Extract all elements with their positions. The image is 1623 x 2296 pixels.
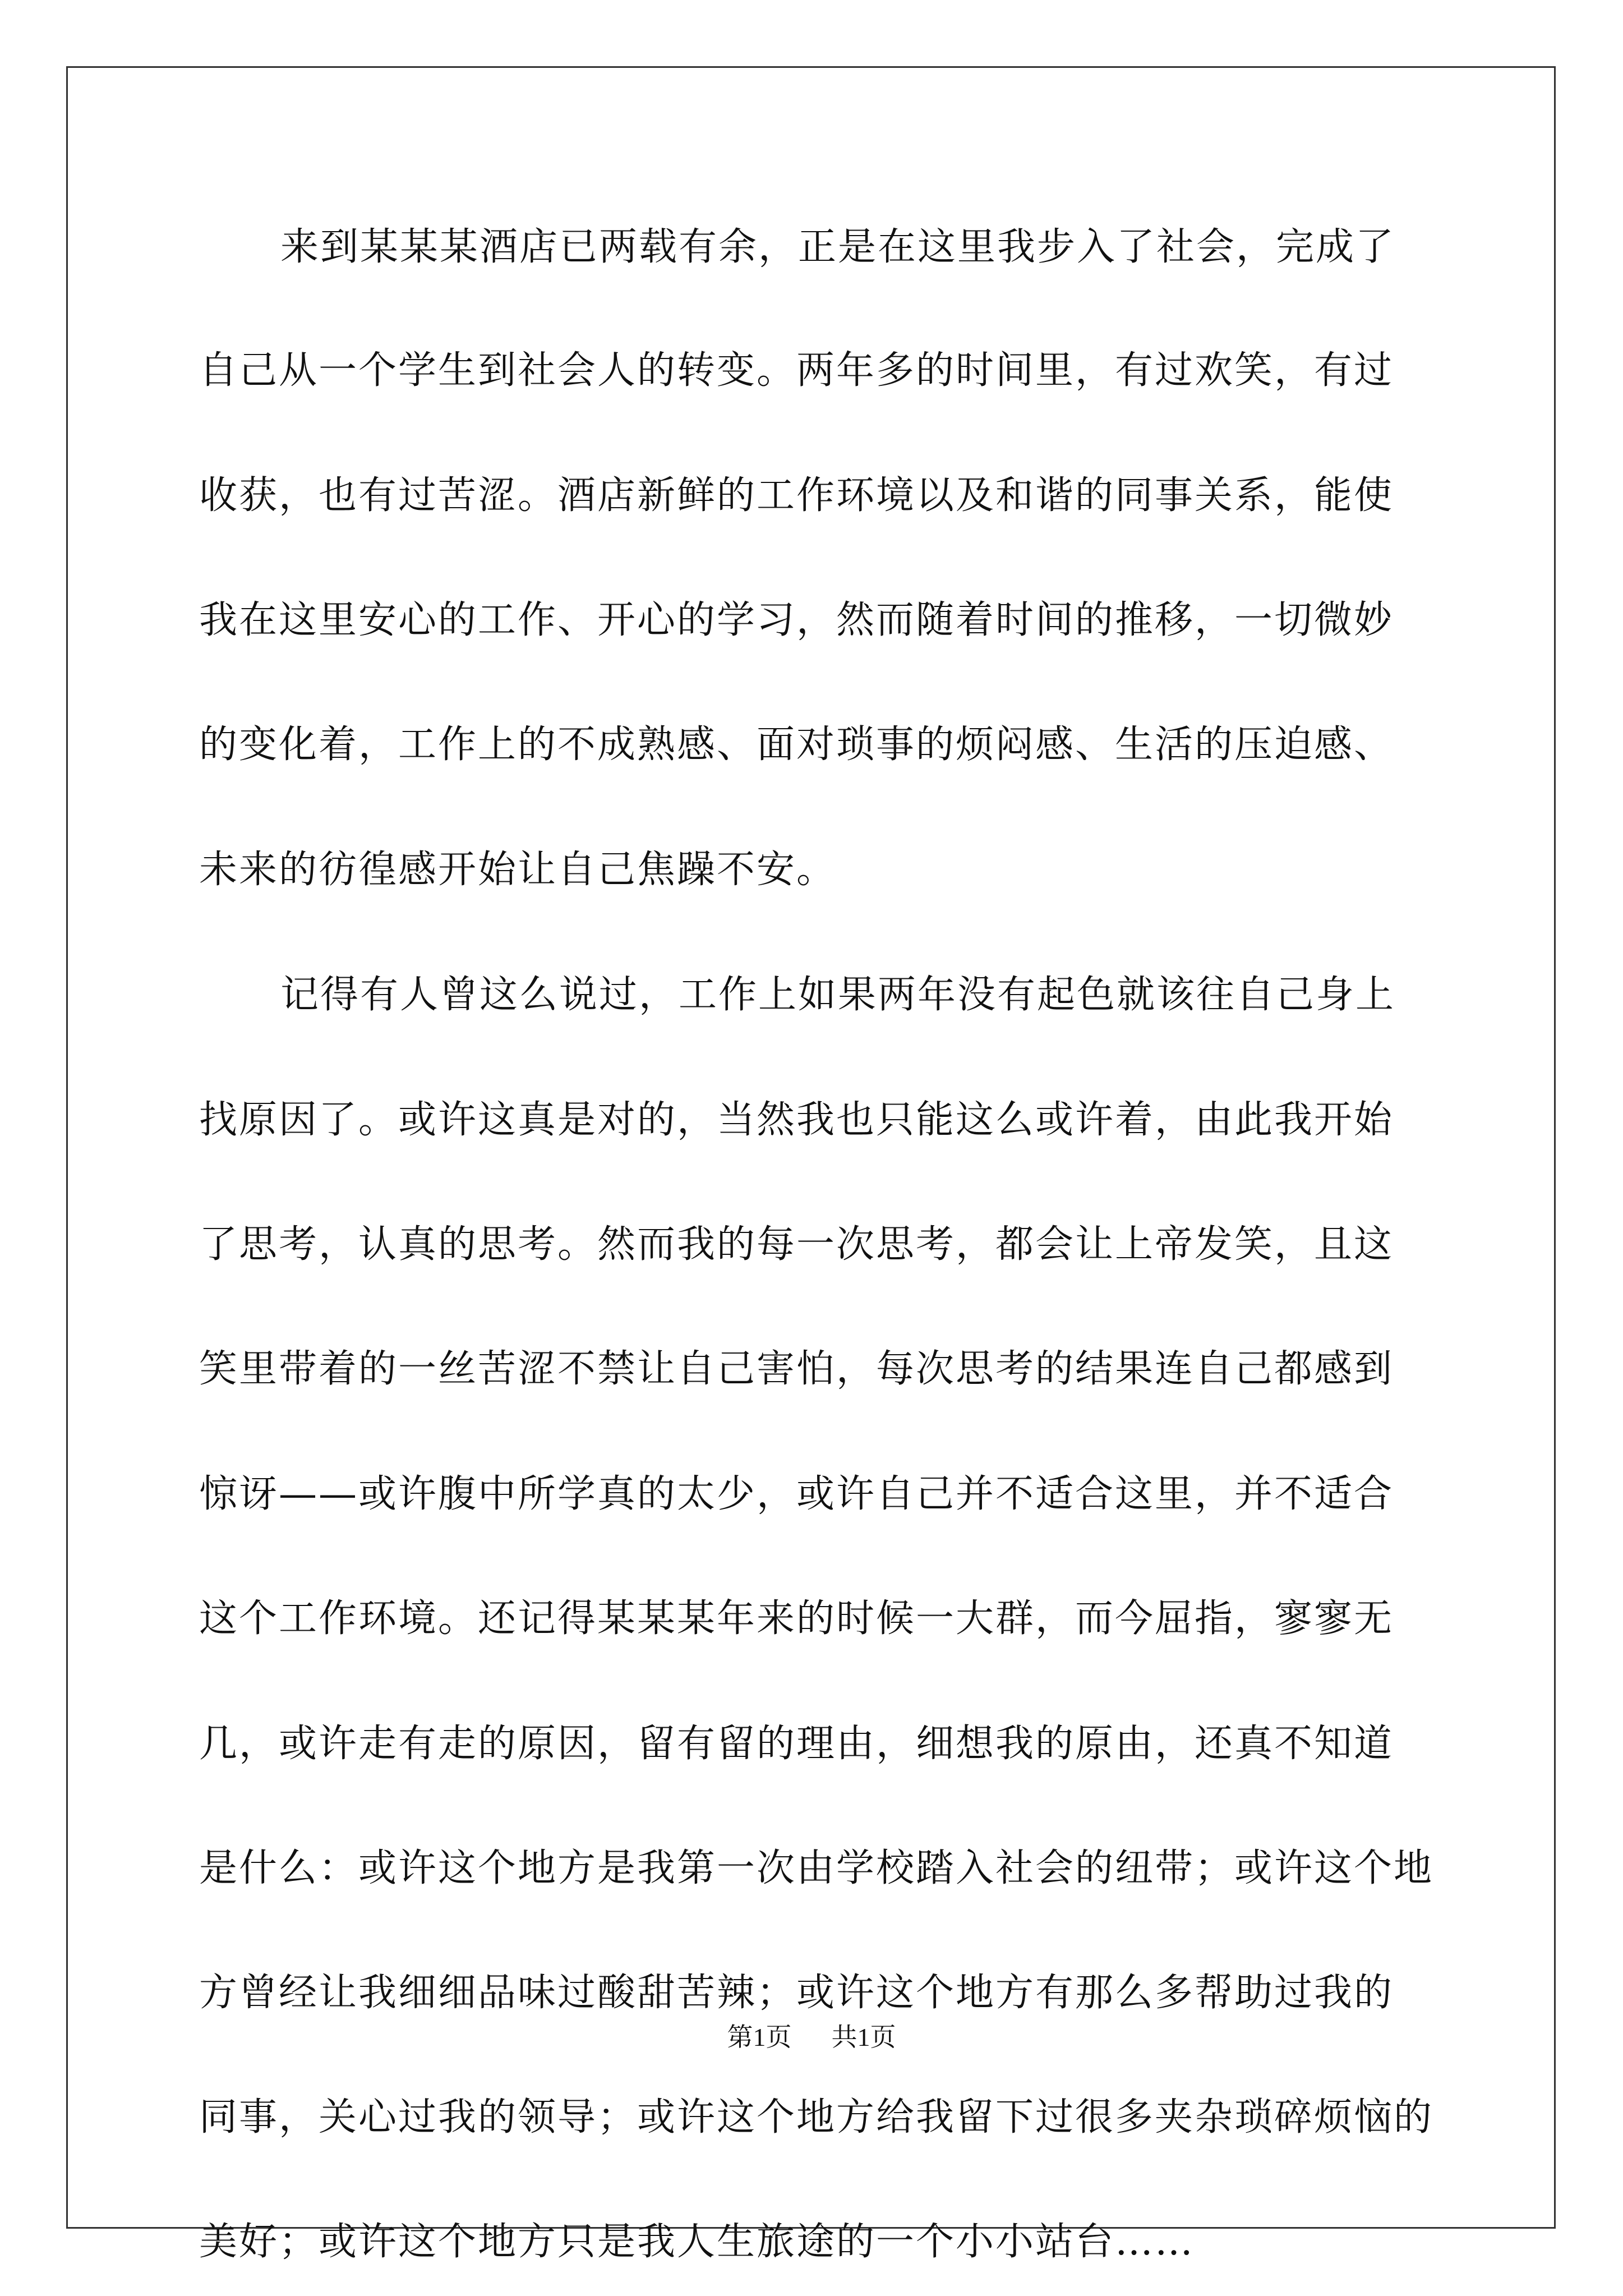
paragraph-2-line-5: 惊讶——或许腹中所学真的太少，或许自己并不适合这里，并不适合	[199, 1472, 1394, 1516]
paragraph-2-line-4: 笑里带着的一丝苦涩不禁让自己害怕，每次思考的结果连自己都感到	[199, 1347, 1394, 1391]
paragraph-2-line-3: 了思考，认真的思考。然而我的每一次思考，都会让上帝发笑，且这	[199, 1222, 1394, 1267]
paragraph-1-line-3: 收获，也有过苦涩。酒店新鲜的工作环境以及和谐的同事关系，能使	[199, 473, 1394, 518]
page-footer	[0, 2017, 1623, 2054]
paragraph-1-line-6: 未来的彷徨感开始让自己焦躁不安。	[199, 848, 837, 892]
paragraph-1-line-5: 的变化着，工作上的不成熟感、面对琐事的烦闷感、生活的压迫感、	[199, 723, 1394, 767]
paragraph-2-line-7: 几，或许走有走的原因，留有留的理由，细想我的原由，还真不知道	[199, 1722, 1394, 1766]
paragraph-1-line-2: 自己从一个学生到社会人的转变。两年多的时间里，有过欢笑，有过	[199, 348, 1394, 393]
paragraph-1-line-4: 我在这里安心的工作、开心的学习，然而随着时间的推移，一切微妙	[199, 598, 1394, 642]
page-number: 第1页	[727, 2023, 792, 2051]
paragraph-2-line-10: 同事，关心过我的领导；或许这个地方给我留下过很多夹杂琐碎烦恼的	[199, 2095, 1434, 2139]
paragraph-2-line-1: 记得有人曾这么说过，工作上如果两年没有起色就该往自己身上	[280, 973, 1396, 1017]
paragraph-2-line-2: 找原因了。或许这真是对的，当然我也只能这么或许着，由此我开始	[199, 1098, 1394, 1142]
paragraph-2-line-6: 这个工作环境。还记得某某某年来的时候一大群，而今屈指，寥寥无	[199, 1596, 1394, 1641]
paragraph-1-line-1: 来到某某某酒店已两载有余，正是在这里我步入了社会，完成了	[280, 225, 1396, 269]
paragraph-2-line-9: 方曾经让我细细品味过酸甜苦辣；或许这个地方有那么多帮助过我的	[199, 1971, 1394, 2015]
paragraph-2-line-11: 美好；或许这个地方只是我人生旅途的一个小小站台……	[199, 2220, 1195, 2264]
page-total: 共1页	[831, 2023, 896, 2051]
paragraph-2-line-8: 是什么：或许这个地方是我第一次由学校踏入社会的纽带；或许这个地	[199, 1846, 1434, 1890]
